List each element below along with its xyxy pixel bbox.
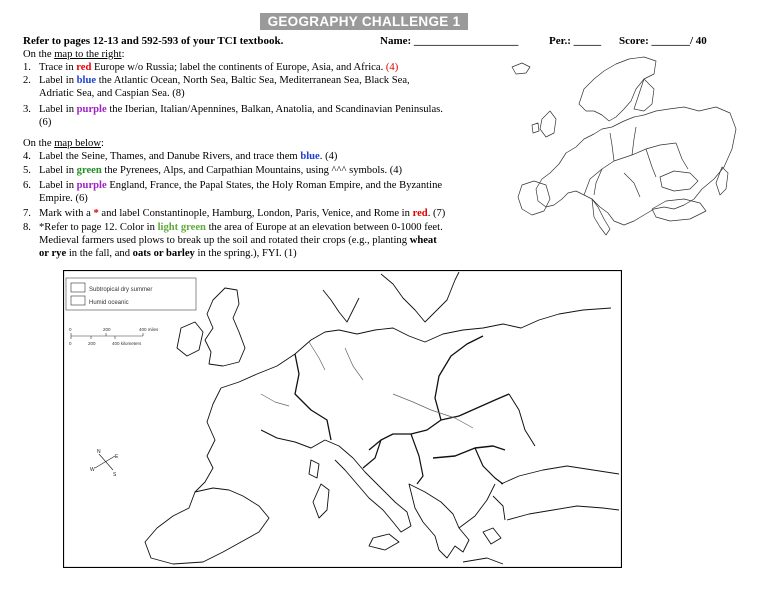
instruction-6-cont: Empire. (6)	[39, 193, 88, 204]
textbook-reference: Refer to pages 12-13 and 592-593 of your TCI textbook.	[23, 35, 284, 47]
title-banner: GEOGRAPHY CHALLENGE 1	[260, 13, 468, 30]
legend-subtropical: Subtropical dry summer	[89, 287, 153, 293]
instruction-4: Label the Seine, Thames, and Danube Rivers, and trace them blue. (4)	[39, 151, 338, 162]
svg-text:0: 0	[69, 327, 72, 332]
period-field: Per.: _____	[549, 35, 602, 47]
instruction-3: Label in purple the Iberian, Italian/Apennines, Balkan, Anatolia, and Scandinavian Peninsulas.	[39, 104, 443, 115]
instruction-8-cont2: or rye in the fall, and oats or barley in the spring.), FYI. (1)	[39, 248, 297, 259]
section-intro-map-below: On the map below:	[23, 138, 104, 149]
item-number: 2.	[23, 75, 31, 86]
instruction-1: Trace in red Europe w/o Russia; label the continents of Europe, Asia, and Africa. (4)	[39, 62, 399, 73]
svg-text:400 kilometers: 400 kilometers	[112, 341, 142, 346]
svg-text:400 miles: 400 miles	[139, 327, 159, 332]
europe-outline-map-small	[484, 49, 740, 250]
svg-text:W: W	[90, 467, 95, 473]
instruction-8-cont: Medieval farmers used plows to break up the soil and rotated their crops (e.g., planting wheat	[39, 235, 437, 246]
svg-text:200: 200	[88, 341, 96, 346]
item-number: 7.	[23, 208, 31, 219]
instruction-8: *Refer to page 12. Color in light green the area of Europe at an elevation between 0-1000 feet.	[39, 222, 443, 233]
svg-text:N: N	[97, 449, 101, 455]
name-field: Name: ___________________	[380, 35, 519, 47]
legend-humid: Humid oceanic	[89, 300, 129, 306]
item-number: 8.	[23, 222, 31, 233]
item-number: 5.	[23, 165, 31, 176]
item-number: 3.	[23, 104, 31, 115]
instruction-6: Label in purple England, France, the Papal States, the Holy Roman Empire, and the Byzantine	[39, 180, 443, 191]
svg-text:0: 0	[69, 341, 72, 346]
map-legend	[66, 278, 196, 310]
svg-text:S: S	[113, 472, 117, 478]
europe-map-large	[63, 270, 622, 568]
instruction-7: Mark with a * and label Constantinople, Hamburg, London, Paris, Venice, and Rome in red. (7)	[39, 208, 446, 219]
instruction-3-cont: (6)	[39, 117, 52, 128]
svg-text:E: E	[115, 454, 119, 460]
svg-text:200: 200	[103, 327, 111, 332]
item-number: 6.	[23, 180, 31, 191]
item-number: 4.	[23, 151, 31, 162]
instruction-2: Label in blue the Atlantic Ocean, North Sea, Baltic Sea, Mediterranean Sea, Black Sea,	[39, 75, 410, 86]
instruction-2-cont: Adriatic Sea, and Caspian Sea. (8)	[39, 88, 185, 99]
item-number: 1.	[23, 62, 31, 73]
instruction-5: Label in green the Pyrenees, Alps, and Carpathian Mountains, using ^^^ symbols. (4)	[39, 165, 403, 176]
section-intro-right-map: On the map to the right:	[23, 49, 125, 60]
score-field: Score: _______/ 40	[619, 35, 707, 47]
